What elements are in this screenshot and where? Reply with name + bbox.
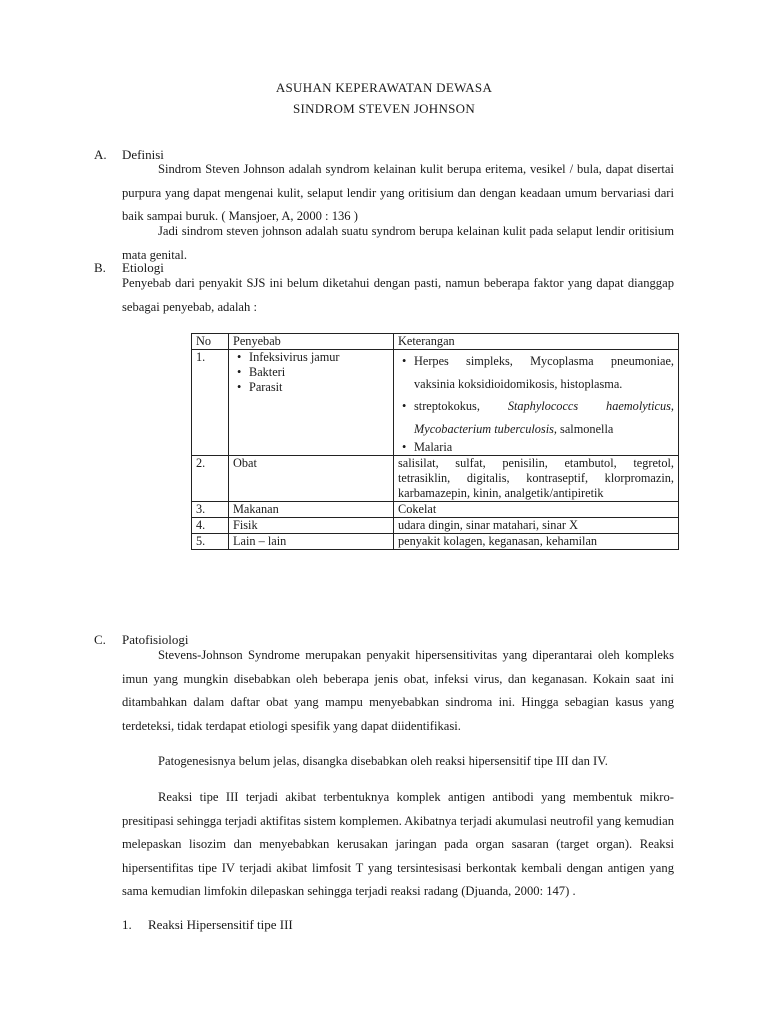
table-row [192, 502, 679, 518]
section-a-paragraph-1: Sindrom Steven Johnson adalah syndrom kelainan kulit berupa eritema, vesikel / bula, dapat disertai purpura yang dapat mengenai kulit, selaput lendir yang oritisium dan dengan keadaan umum bervariasi dari baik sampai buruk. ( Mansjoer, A, 2000 : 136 ) [122, 162, 674, 223]
table-row [192, 534, 679, 550]
row-cause: Fisik [229, 518, 394, 534]
section-a-letter: A. [94, 147, 107, 162]
row-cause: Makanan [229, 502, 394, 518]
section-c-paragraph-1: Stevens-Johnson Syndrome merupakan penyakit hipersensitivitas yang diperantarai oleh kompleks imun yang mungkin disebabkan oleh beberapa jenis obat, infeksi virus, dan keganasan. Kokain saat ini ditambahkan dalam daftar obat yang mampu menyebabkan sindroma ini. Hingga sebagian kasus yang terdeteksi, tidak terdapat etiologi spesifik yang dapat diidentifikasi. [122, 648, 674, 733]
section-a-title: Definisi [122, 147, 164, 162]
section-b-letter: B. [94, 260, 106, 275]
detail-item: • Malaria [398, 440, 674, 455]
etiology-table [191, 333, 679, 550]
row-number: 4. [192, 518, 229, 534]
cause-item: • Infeksivirus jamur [233, 350, 389, 365]
row-detail: salisilat, sulfat, penisilin, etambutol, tegretol, tetrasiklin, digitalis, kontraseptif, klorpromazin, karbamazepin, kinin, analgetik/antipiretik [394, 456, 679, 502]
row-detail: Cokelat [394, 502, 679, 518]
table-row [192, 518, 679, 534]
header-cause: Penyebab [229, 334, 394, 350]
doc-subtitle: SINDROM STEVEN JOHNSON [292, 101, 476, 116]
doc-title: ASUHAN KEPERAWATAN DEWASA [275, 80, 493, 95]
section-b-paragraph-1: Penyebab dari penyakit SJS ini belum diketahui dengan pasti, namun beberapa faktor yang dapat dianggap sebagai penyebab, adalah : [122, 276, 674, 314]
header-no: No [192, 334, 229, 350]
row-number: 2. [192, 456, 229, 502]
header-detail: Keterangan [394, 334, 679, 350]
section-c-paragraph-3: Reaksi tipe III terjadi akibat terbentuknya komplek antigen antibodi yang membentuk mikro-presitipasi sehingga terjadi aktifitas sistem komplemen. Akibatnya terjadi akumulasi neutrofil yang kemudian melepaskan lisozim dan menyebabkan kerusakan jaringan pada organ sasaran (target organ). Reaksi hipersentifitas tipe IV terjadi akibat limfosit T yang tersintesisasi berkontak kembali dengan antigen yang sama kemudian limfokin dilepaskan sehingga terjadi reaksi radang (Djuanda, 2000: 147) . [122, 790, 674, 898]
section-c-title: Patofisiologi [122, 632, 189, 647]
row-detail: penyakit kolagen, keganasan, kehamilan [394, 534, 679, 550]
section-c-letter: C. [94, 632, 106, 647]
numbered-item: 1. Reaksi Hipersensitif tipe III [122, 917, 293, 932]
row-number: 1. [192, 350, 229, 456]
detail-item: • Herpes simpleks, Mycoplasma pneumoniae, vaksinia koksidioidomikosis, histoplasma. [398, 350, 674, 395]
cause-item: • Parasit [233, 380, 389, 395]
row-number: 3. [192, 502, 229, 518]
row-detail [394, 350, 679, 456]
row-cause: Obat [229, 456, 394, 502]
section-c-paragraph-2: Patogenesisnya belum jelas, disangka disebabkan oleh reaksi hipersensitif tipe III dan IV. [158, 754, 608, 768]
section-b-title: Etiologi [122, 260, 164, 275]
row-detail: udara dingin, sinar matahari, sinar X [394, 518, 679, 534]
table-header-row [192, 334, 679, 350]
section-a-paragraph-2: Jadi sindrom steven johnson adalah suatu syndrom berupa kelainan kulit pada selaput lendir oritisium mata genital. [122, 224, 674, 262]
table-row [192, 456, 679, 502]
detail-item: • streptokokus, Staphylococcs haemolyticus, Mycobacterium tuberculosis, salmonella [398, 395, 674, 440]
row-cause: Lain – lain [229, 534, 394, 550]
row-cause [229, 350, 394, 456]
table-row [192, 350, 679, 456]
cause-item: • Bakteri [233, 365, 389, 380]
row-number: 5. [192, 534, 229, 550]
